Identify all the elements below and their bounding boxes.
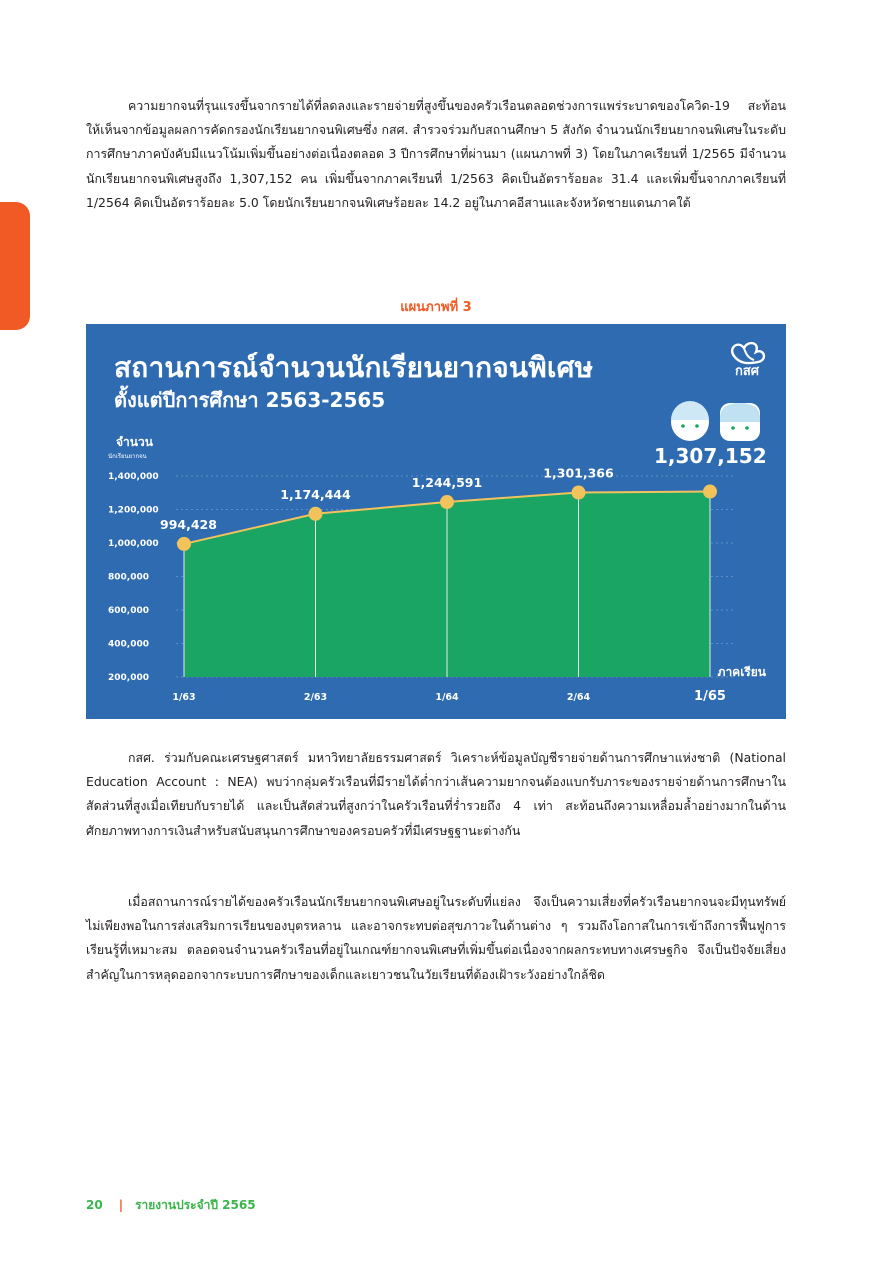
data-label: 1,244,591 (411, 475, 483, 491)
y-axis-label: จำนวน (116, 435, 153, 449)
report-title: รายงานประจำปี 2565 (135, 1198, 256, 1212)
data-label: 1,174,444 (280, 486, 351, 502)
page-footer (86, 1196, 256, 1215)
y-tick-label: 1,000,000 (108, 539, 159, 549)
data-label: 994,428 (160, 516, 217, 532)
x-tick-label: 2/64 (566, 692, 591, 703)
data-point (177, 537, 191, 551)
infographic-panel (86, 324, 786, 719)
highlight-value: 1,307,152 (654, 444, 767, 468)
x-tick-label: 1/65 (694, 689, 726, 704)
data-point (572, 486, 586, 500)
y-axis-sublabel: นักเรียนยากจน (108, 453, 147, 460)
page-number: 20 (86, 1198, 103, 1212)
data-label: 1,301,366 (543, 465, 614, 481)
y-tick-label: 1,200,000 (108, 505, 159, 516)
x-tick-label: 1/63 (172, 692, 196, 703)
infographic-title: สถานการณ์จำนวนนักเรียนยากจนพิเศษ (114, 351, 594, 384)
footer-separator: | (118, 1198, 124, 1212)
logo-text: กสศ (734, 364, 760, 379)
paragraph-1: ความยากจนที่รุนแรงขึ้นจากรายได้ที่ลดลงและรายจ่ายที่สูงขึ้นของครัวเรือนตลอดช่วงการแพร่ระบาดของโควิด-19 สะท้อนให้เห็นจากข้อมูลผลการคัดกรองนักเรียนยากจนพิเศษซึ่ง กสศ. สำรวจร่วมกับสถานศึกษา 5 สังกัด จำนวนนักเรียนยากจนพิเศษในระดับการศึกษาภาคบังคับมีแนวโน้มเพิ่มขึ้นอย่างต่อเนื่องตลอด 3 ปีการศึกษาที่ผ่านมา (แผนภาพที่ 3) โดยในภาคเรียนที่ 1/2565 มีจำนวนนักเรียนยากจนพิเศษสูงถึง 1,307,152 คน เพิ่มขึ้นจากภาคเรียนที่ 1/2563 คิดเป็นอัตราร้อยละ 31.4 และเพิ่มขึ้นจากภาคเรียนที่ 1/2564 คิดเป็นอัตราร้อยละ 5.0 โดยนักเรียนยากจนพิเศษร้อยละ 14.2 อยู่ในภาคอีสานและจังหวัดชายแดนภาคใต้ (86, 98, 786, 210)
y-tick-label: 600,000 (108, 606, 149, 616)
y-tick-label: 200,000 (108, 673, 149, 683)
data-point (440, 495, 454, 509)
infographic-subtitle: ตั้งแต่ปีการศึกษา 2563-2565 (114, 388, 386, 412)
paragraph-3: เมื่อสถานการณ์รายได้ของครัวเรือนนักเรียนยากจนพิเศษอยู่ในระดับที่แย่ลง จึงเป็นความเสี่ยงที่ครัวเรือนยากจนจะมีทุนทรัพย์ไม่เพียงพอในการส่งเสริมการเรียนของบุตรหลาน และอาจกระทบต่อสุขภาวะในด้านต่าง ๆ รวมถึงโอกาสในการเข้าถึงการฟื้นฟูการเรียนรู้ที่เหมาะสม ตลอดจนจำนวนครัวเรือนที่อยู่ในเกณฑ์ยากจนพิเศษที่เพิ่มขึ้นต่อเนื่องจากผลกระทบทางเศรษฐกิจ จึงเป็นปัจจัยเสี่ยงสำคัญในการหลุดออกจากระบบการศึกษาของเด็กและเยาวชนในวัยเรียนที่ต้องเฝ้าระวังอย่างใกล้ชิด (86, 894, 786, 982)
x-axis-label: ภาคเรียน (717, 665, 766, 679)
y-tick-label: 800,000 (108, 572, 149, 583)
x-tick-label: 1/64 (435, 692, 459, 703)
side-chapter-tab (0, 202, 30, 330)
data-point (309, 507, 323, 521)
paragraph-2: กสศ. ร่วมกับคณะเศรษฐศาสตร์ มหาวิทยาลัยธรรมศาสตร์ วิเคราะห์ข้อมูลบัญชีรายจ่ายด้านการศึกษาแห่งชาติ (National Education Account : NEA) พบว่ากลุ่มครัวเรือนที่มีรายได้ต่ำกว่าเส้นความยากจนต้องแบกรับภาระของรายจ่ายด้านการศึกษาในสัดส่วนที่สูงเมื่อเทียบกับรายได้ และเป็นสัดส่วนที่สูงกว่าในครัวเรือนที่ร่ำรวยถึง 4 เท่า สะท้อนถึงความเหลื่อมล้ำอย่างมากในด้านศักยภาพทางการเงินสำหรับสนับสนุนการศึกษาของครอบครัวที่มีเศรษฐฐานะต่างกัน (86, 750, 786, 838)
y-tick-label: 1,400,000 (108, 472, 159, 482)
y-tick-label: 400,000 (108, 639, 149, 650)
data-point (703, 485, 717, 499)
student-faces-icon (666, 400, 766, 442)
figure-caption: แผนภาพที่ 3 (400, 300, 472, 315)
x-tick-label: 2/63 (303, 692, 328, 703)
